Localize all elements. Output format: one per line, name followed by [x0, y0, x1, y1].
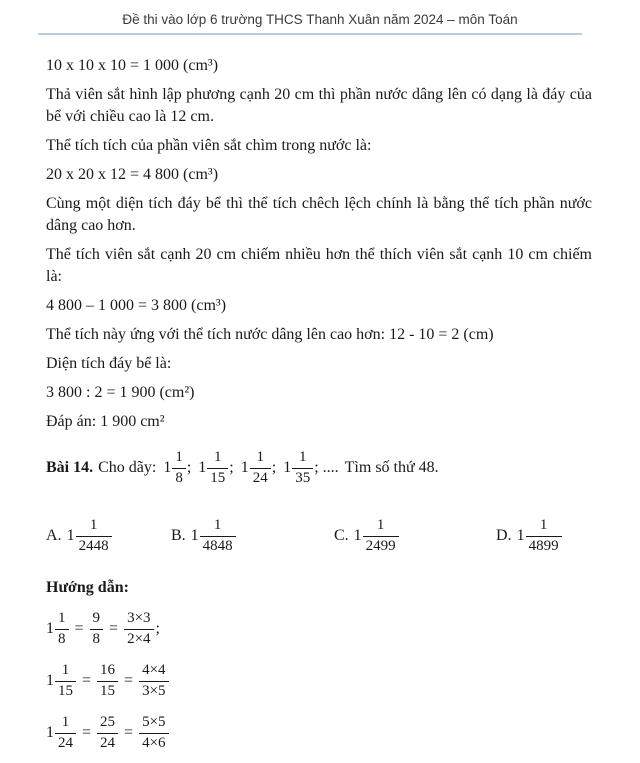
- problem-14-question: Tìm số thứ 48.: [344, 459, 439, 476]
- option-label: D.: [496, 527, 512, 544]
- numerator: 1: [213, 517, 222, 534]
- problem-14-label: Bài 14.: [46, 459, 94, 476]
- solution-paragraph: Đáp án: 1 900 cm²: [46, 413, 165, 430]
- fraction: [200, 517, 236, 555]
- denominator: 8: [90, 629, 104, 648]
- whole-number: 1: [516, 527, 525, 544]
- mixed-number: [46, 714, 76, 752]
- mixed-number: [46, 662, 76, 700]
- numerator: 9: [92, 610, 101, 627]
- denominator: 8: [172, 468, 186, 487]
- fraction: [139, 662, 168, 700]
- numerator: 16: [100, 662, 116, 679]
- sequence-term-3: [241, 449, 271, 487]
- numerator: 1: [175, 449, 183, 466]
- numerator: 1: [376, 517, 385, 534]
- equals-sign: =: [124, 724, 134, 741]
- fraction: [55, 714, 76, 752]
- mixed-number: [46, 610, 69, 648]
- denominator: 15: [207, 468, 228, 487]
- worked-step-2: [46, 659, 592, 703]
- whole-number: 1: [190, 527, 199, 544]
- equals-sign: =: [124, 672, 134, 689]
- denominator: 15: [97, 681, 118, 700]
- fraction: [250, 449, 271, 487]
- separator: ; ....: [314, 459, 339, 476]
- option-b: [171, 517, 334, 555]
- option-label: C.: [334, 527, 349, 544]
- fraction: [97, 714, 118, 752]
- numerator: 1: [214, 449, 222, 466]
- option-value: [67, 517, 112, 555]
- numerator: 1: [256, 449, 264, 466]
- numerator: 25: [100, 714, 116, 731]
- solution-paragraph: Thả viên sắt hình lập phương cạnh 20 cm thì phần nước dâng lên có dạng là đáy của bể với chiều cao là 12 cm.: [46, 86, 592, 125]
- option-a: [46, 517, 171, 555]
- solution-paragraph: 10 x 10 x 10 = 1 000 (cm³): [46, 57, 219, 74]
- denominator: 4899: [526, 536, 562, 555]
- sequence-term-4: [283, 449, 313, 487]
- problem-14-statement: [46, 445, 592, 491]
- denominator: 4848: [200, 536, 236, 555]
- fraction: [172, 449, 186, 487]
- numerator: 1: [58, 610, 66, 627]
- denominator: 3×5: [139, 681, 168, 700]
- fraction: [292, 449, 313, 487]
- whole-number: 1: [46, 672, 54, 689]
- fraction: [526, 517, 562, 555]
- fraction: [76, 517, 112, 555]
- denominator: 24: [250, 468, 271, 487]
- option-label: A.: [46, 527, 62, 544]
- numerator: 1: [61, 662, 70, 679]
- separator: ;: [271, 459, 277, 476]
- separator: ;: [155, 620, 160, 637]
- fraction: [207, 449, 228, 487]
- denominator: 15: [55, 681, 76, 700]
- numerator: 3×3: [127, 610, 151, 627]
- fraction: [55, 610, 69, 648]
- answer-options: [46, 513, 592, 559]
- numerator: 4×4: [142, 662, 166, 679]
- denominator: 2448: [76, 536, 112, 555]
- denominator: 8: [55, 629, 69, 648]
- equals-sign: =: [109, 620, 119, 637]
- fraction: [97, 662, 118, 700]
- denominator: 24: [97, 733, 118, 752]
- denominator: 4×6: [139, 733, 168, 752]
- whole-number: 1: [198, 459, 207, 476]
- solution-paragraph: Thể tích tích của phần viên sắt chìm trong nước là:: [46, 137, 372, 154]
- equals-sign: =: [74, 620, 84, 637]
- equals-sign: =: [82, 672, 92, 689]
- problem-14-intro: Cho dãy:: [98, 459, 157, 476]
- whole-number: 1: [46, 724, 54, 741]
- sequence-term-2: [198, 449, 228, 487]
- solution-paragraph: Cùng một diện tích đáy bể thì thể tích chêch lệch chính là bằng thể tích phần nước dâng cao hơn.: [46, 195, 592, 234]
- solution-paragraph: 4 800 – 1 000 = 3 800 (cm³): [46, 297, 227, 314]
- numerator: 1: [89, 517, 98, 534]
- denominator: 2499: [363, 536, 399, 555]
- document-content: [0, 35, 640, 755]
- equals-sign: =: [82, 724, 92, 741]
- numerator: 5×5: [142, 714, 166, 731]
- option-value: [517, 517, 562, 555]
- denominator: 24: [55, 733, 76, 752]
- worked-step-3: [46, 711, 592, 755]
- solution-paragraph: Thể tích này ứng với thể tích nước dâng lên cao hơn: 12 - 10 = 2 (cm): [46, 326, 494, 343]
- option-label: B.: [171, 527, 186, 544]
- fraction: [139, 714, 168, 752]
- whole-number: 1: [240, 459, 249, 476]
- whole-number: 1: [66, 527, 75, 544]
- numerator: 1: [539, 517, 548, 534]
- solution-paragraph: 3 800 : 2 = 1 900 (cm²): [46, 384, 195, 401]
- option-value: [354, 517, 399, 555]
- sequence-term-1: [163, 449, 186, 487]
- fraction: [363, 517, 399, 555]
- denominator: 35: [292, 468, 313, 487]
- solution-paragraph: 20 x 20 x 12 = 4 800 (cm³): [46, 166, 219, 183]
- fraction: [90, 610, 104, 648]
- solution-paragraph: Thể tích viên sắt cạnh 20 cm chiếm nhiều hơn thể thích viên sắt cạnh 10 cm chiếm là:: [46, 246, 592, 285]
- separator: ;: [186, 459, 192, 476]
- denominator: 2×4: [124, 629, 153, 648]
- page-header: [0, 0, 640, 27]
- whole-number: 1: [46, 620, 54, 637]
- fraction: [124, 610, 153, 648]
- numerator: 1: [298, 449, 307, 466]
- fraction: [55, 662, 76, 700]
- whole-number: 1: [283, 459, 292, 476]
- separator: ;: [229, 459, 234, 476]
- whole-number: 1: [353, 527, 362, 544]
- whole-number: 1: [163, 459, 172, 476]
- solution-paragraph: Diện tích đáy bể là:: [46, 355, 172, 372]
- option-d: [496, 517, 592, 555]
- option-c: [334, 517, 496, 555]
- numerator: 1: [61, 714, 70, 731]
- guide-heading: Hướng dẫn:: [46, 579, 129, 596]
- header-title: Đề thi vào lớp 6 trường THCS Thanh Xuân năm 2024 – môn Toán: [122, 12, 518, 27]
- worked-step-1: [46, 607, 592, 651]
- option-value: [191, 517, 236, 555]
